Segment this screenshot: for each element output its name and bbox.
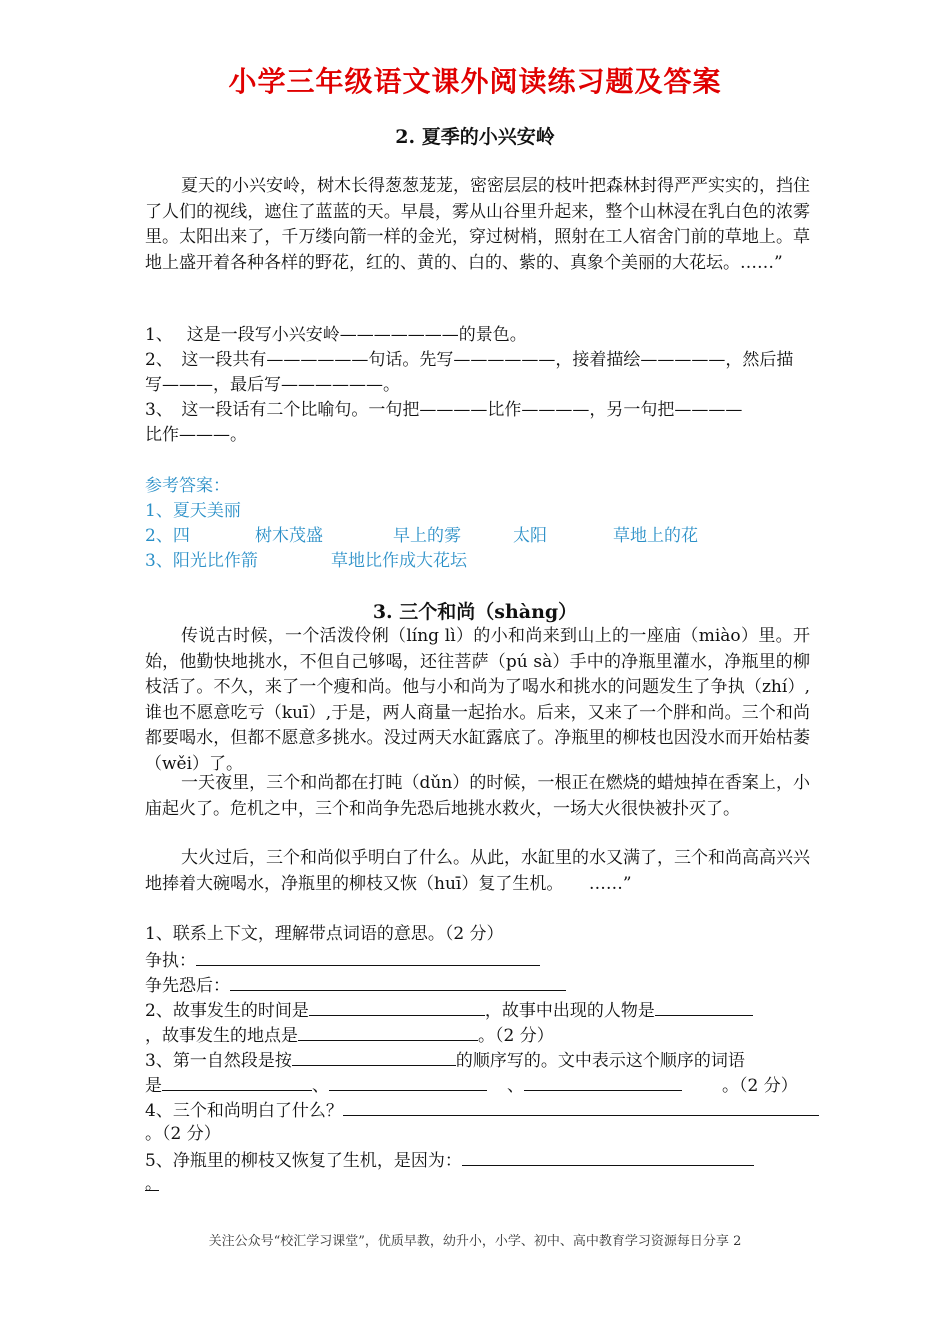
question-text: ，故事发生的地点是 <box>145 1026 298 1046</box>
s2-question-3-line2: 比作———。 <box>145 425 247 445</box>
answer-blank[interactable] <box>298 1022 478 1041</box>
question-label: 争先恐后： <box>145 976 230 996</box>
section-2-heading: 2. 夏季的小兴安岭 <box>395 126 555 148</box>
answer-blank[interactable] <box>309 997 485 1016</box>
s3-question-1a <box>145 947 540 974</box>
question-text: 3、第一自然段是按 <box>145 1051 292 1071</box>
s3-question-3-line1 <box>145 1047 745 1074</box>
answer-blank[interactable] <box>343 1097 819 1116</box>
question-text: 。（2 分） <box>478 1026 554 1046</box>
answer-2 <box>145 524 698 549</box>
s3-question-3-line2 <box>145 1072 798 1099</box>
separator: 、 <box>312 1076 329 1096</box>
answer-blank[interactable] <box>162 1072 312 1091</box>
separator: 、 <box>507 1076 524 1096</box>
answer-2-part: 2、四 <box>145 526 190 546</box>
question-text: 5、净瓶里的柳枝又恢复了生机，是因为： <box>145 1151 462 1171</box>
answer-3-part: 草地比作成大花坛 <box>331 551 467 571</box>
s3-question-4 <box>145 1097 819 1124</box>
section-3-paragraph-3: 大火过后，三个和尚似乎明白了什么。从此，水缸里的水又满了，三个和尚高高兴兴地捧着大碗喝水，净瓶里的柳枝又恢（huī）复了生机。 ……” <box>145 848 810 894</box>
answer-2-part: 太阳 <box>513 526 547 546</box>
s3-question-1: 1、联系上下文，理解带点词语的意思。（2 分） <box>145 924 504 944</box>
answer-blank[interactable] <box>329 1072 487 1091</box>
answer-2-part: 树木茂盛 <box>255 526 323 546</box>
s3-question-2-line2 <box>145 1022 554 1049</box>
s2-question-2-line2: 写———，最后写——————。 <box>145 375 400 395</box>
s3-question-5-end <box>145 1172 162 1197</box>
s2-question-1: 1、 这是一段写小兴安岭———————的景色。 <box>145 325 527 345</box>
answer-label: 参考答案： <box>145 476 230 496</box>
s3-question-1b <box>145 972 566 999</box>
answer-2-part: 草地上的花 <box>613 526 698 546</box>
question-text: 。（2 分） <box>722 1076 798 1096</box>
question-text: 是 <box>145 1076 162 1096</box>
s3-question-5 <box>145 1147 754 1174</box>
s3-question-4-end: 。（2 分） <box>145 1124 221 1144</box>
answer-3 <box>145 549 467 574</box>
page-title: 小学三年级语文课外阅读练习题及答案 <box>228 65 722 98</box>
answer-blank[interactable] <box>196 947 540 966</box>
s2-question-3-line1: 3、 这一段话有二个比喻句。一句把————比作————，另一句把———— <box>145 400 743 420</box>
section-3-paragraph-1: 传说古时候，一个活泼伶俐（líng lì）的小和尚来到山上的一座庙（miào）里。开始，他勤快地挑水，不但自己够喝，还往菩萨（pú sà）手中的净瓶里灌水，净瓶里的柳枝活了。不久，来了一个瘦和尚。他与小和尚为了喝水和挑水的问题发生了争执（zhí）,谁也不愿意吃亏（kuī）,于是，两人商量一起抬水。后来，又来了一个胖和尚。三个和尚都要喝水，但都不愿意多挑水。没过两天水缸露底了。净瓶里的柳枝也因没水而开始枯萎（wěi）了。 <box>145 626 810 774</box>
question-text: 的顺序写的。文中表示这个顺序的词语 <box>455 1051 745 1071</box>
s2-question-2-line1: 2、 这一段共有——————句话。先写——————，接着描绘—————，然后描 <box>145 350 794 370</box>
answer-blank[interactable] <box>292 1047 456 1066</box>
section-3-paragraph-2: 一天夜里，三个和尚都在打盹（dǔn）的时候，一根正在燃烧的蜡烛掉在香案上，小庙起火了。危机之中，三个和尚争先恐后地挑水救火，一场大火很快被扑灭了。 <box>145 773 810 819</box>
answer-blank[interactable] <box>230 972 566 991</box>
section-2-passage: 夏天的小兴安岭，树木长得葱葱茏茏，密密层层的枝叶把森林封得严严实实的，挡住了人们的视线，遮住了蓝蓝的天。早晨，雾从山谷里升起来，整个山林浸在乳白色的浓雾里。太阳出来了，千万缕向箭一样的金光，穿过树梢，照射在工人宿舍门前的草地上。草地上盛开着各种各样的野花，红的、黄的、白的、紫的、真象个美丽的大花坛。……” <box>145 176 810 273</box>
page-footer: 关注公众号“校汇学习课堂”，优质早教，幼升小，小学、初中、高中教育学习资源每日分享 2 <box>208 1234 742 1249</box>
s3-question-2-line1 <box>145 997 753 1024</box>
answer-3-part: 3、阳光比作箭 <box>145 551 258 571</box>
question-text: ，故事中出现的人物是 <box>484 1001 655 1021</box>
question-label: 争执： <box>145 951 196 971</box>
answer-blank[interactable]: 。 <box>145 1174 162 1194</box>
question-text: 4、三个和尚明白了什么？ <box>145 1101 343 1121</box>
section-3-heading: 3. 三个和尚（shàng） <box>372 601 578 623</box>
answer-1: 1、夏天美丽 <box>145 501 241 521</box>
question-text: 2、故事发生的时间是 <box>145 1001 309 1021</box>
answer-blank[interactable] <box>524 1072 682 1091</box>
answer-blank[interactable] <box>655 997 753 1016</box>
answer-blank[interactable] <box>462 1147 754 1166</box>
answer-2-part: 早上的雾 <box>393 526 461 546</box>
